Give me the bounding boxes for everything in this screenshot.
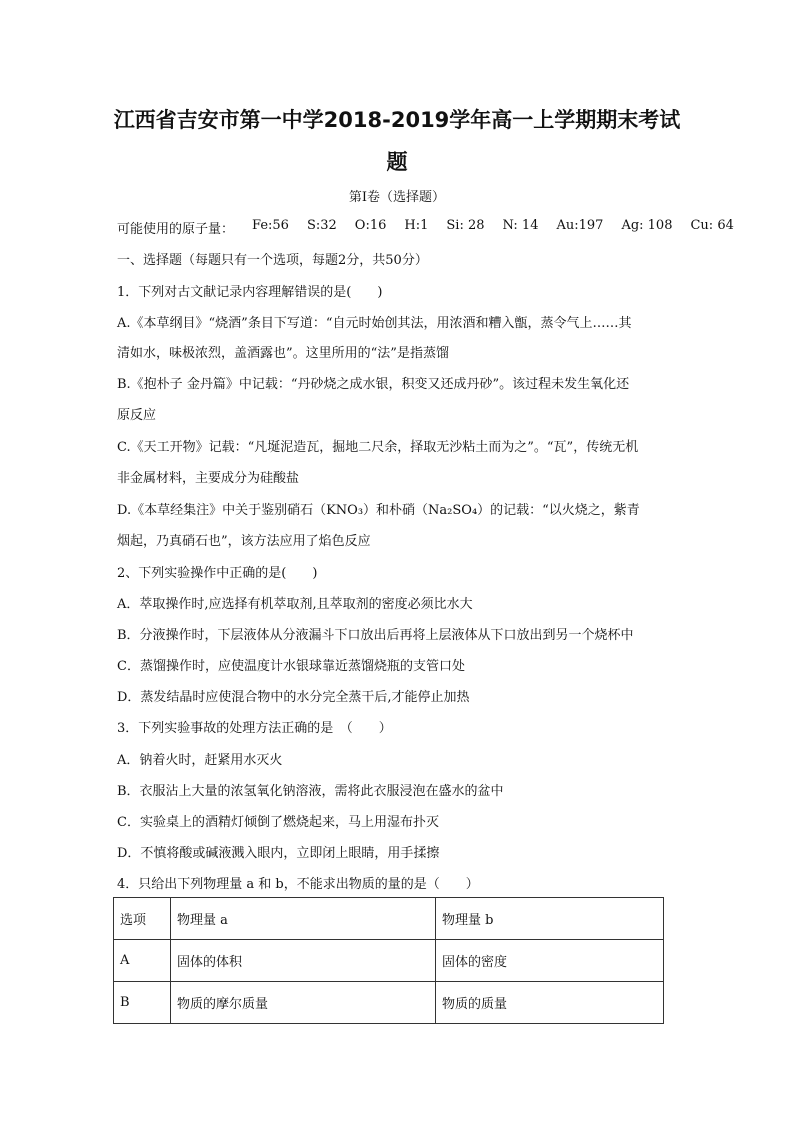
atomic-mass-ag: Ag: 108 <box>621 218 673 233</box>
question-1-stem: 1．下列对古文献记录内容理解错误的是( ) <box>117 285 383 300</box>
table-header-cell: 选项 <box>114 898 171 940</box>
question-2-option-d: D．蒸发结晶时应使混合物中的水分完全蒸干后,才能停止加热 <box>117 690 470 705</box>
table-header-cell: 物理量 b <box>436 898 664 940</box>
question-3-option-b: B．衣服沾上大量的浓氢氧化钠溶液，需将此衣服浸泡在盛水的盆中 <box>117 784 504 799</box>
question-3-option-c: C．实验桌上的酒精灯倾倒了燃烧起来，马上用湿布扑灭 <box>117 815 439 830</box>
atomic-mass-fe: Fe:56 <box>252 218 289 233</box>
table-cell: 固体的体积 <box>171 940 436 982</box>
question-3-option-a: A．钠着火时，赶紧用水灭火 <box>117 753 283 768</box>
question-2-option-a: A．萃取操作时,应选择有机萃取剂,且萃取剂的密度必须比水大 <box>117 597 473 612</box>
question-4-stem: 4．只给出下列物理量 a 和 b，不能求出物质的量的是（ ） <box>117 877 479 892</box>
exam-title-continued: 题 <box>386 150 408 174</box>
atomic-masses-line <box>117 218 734 237</box>
atomic-mass-cu: Cu: 64 <box>690 218 734 233</box>
question-1-option-d-cont: 烟起，乃真硝石也”，该方法应用了焰色反应 <box>117 534 371 549</box>
question-1-option-b-cont: 原反应 <box>117 408 157 423</box>
atomic-mass-s: S:32 <box>306 218 337 233</box>
atomic-mass-n: N: 14 <box>502 218 539 233</box>
table-cell: 固体的密度 <box>436 940 664 982</box>
table-header-row <box>114 898 664 940</box>
question-3-option-d: D．不慎将酸或碱液溅入眼内，立即闭上眼睛，用手揉擦 <box>117 846 440 861</box>
table-row <box>114 940 664 982</box>
atomic-mass-o: O:16 <box>354 218 387 233</box>
table-row <box>114 982 664 1024</box>
table-cell: 物质的质量 <box>436 982 664 1024</box>
question-4-table <box>113 897 664 1024</box>
atomic-mass-au: Au:197 <box>556 218 604 233</box>
question-2-option-b: B．分液操作时，下层液体从分液漏斗下口放出后再将上层液体从下口放出到另一个烧杯中 <box>117 628 634 643</box>
table-cell: A <box>114 940 171 982</box>
exam-title: 江西省吉安市第一中学2018-2019学年高一上学期期末考试 <box>113 108 681 132</box>
atomic-mass-h: H:1 <box>404 218 429 233</box>
question-1-option-d: D.《本草经集注》中关于鉴别硝石（KNO₃）和朴硝（Na₂SO₄）的记载：“以火烧之，紫青 <box>117 503 640 518</box>
question-1-option-a: A.《本草纲目》“烧酒”条目下写道：“自元时始创其法，用浓酒和糟入甑，蒸令气上……其 <box>117 316 632 331</box>
question-1-option-c: C.《天工开物》记载：“凡埏泥造瓦，掘地二尺余，择取无沙粘土而为之”。“瓦”，传统无机 <box>117 440 639 455</box>
question-1-option-c-cont: 非金属材料，主要成分为硅酸盐 <box>117 471 300 486</box>
table-header-cell: 物理量 a <box>171 898 436 940</box>
section-subtitle: 第Ⅰ卷（选择题） <box>348 190 446 205</box>
atomic-mass-si: Si: 28 <box>446 218 485 233</box>
question-1-option-a-cont: 清如水，味极浓烈，盖酒露也”。这里所用的“法”是指蒸馏 <box>117 346 449 361</box>
question-3-stem: 3．下列实验事故的处理方法正确的是 （ ） <box>117 721 392 736</box>
table-cell: 物质的摩尔质量 <box>171 982 436 1024</box>
table-cell: B <box>114 982 171 1024</box>
atomic-masses-label: 可能使用的原子量： <box>117 222 235 237</box>
question-2-option-c: C．蒸馏操作时，应使温度计水银球靠近蒸馏烧瓶的支管口处 <box>117 659 465 674</box>
section-heading: 一、选择题（每题只有一个选项，每题2分，共50分） <box>117 253 428 268</box>
question-1-option-b: B.《抱朴子 金丹篇》中记载：“丹砂烧之成水银，积变又还成丹砂”。该过程未发生氧化还 <box>117 377 630 392</box>
question-2-stem: 2、下列实验操作中正确的是( ) <box>117 566 318 581</box>
